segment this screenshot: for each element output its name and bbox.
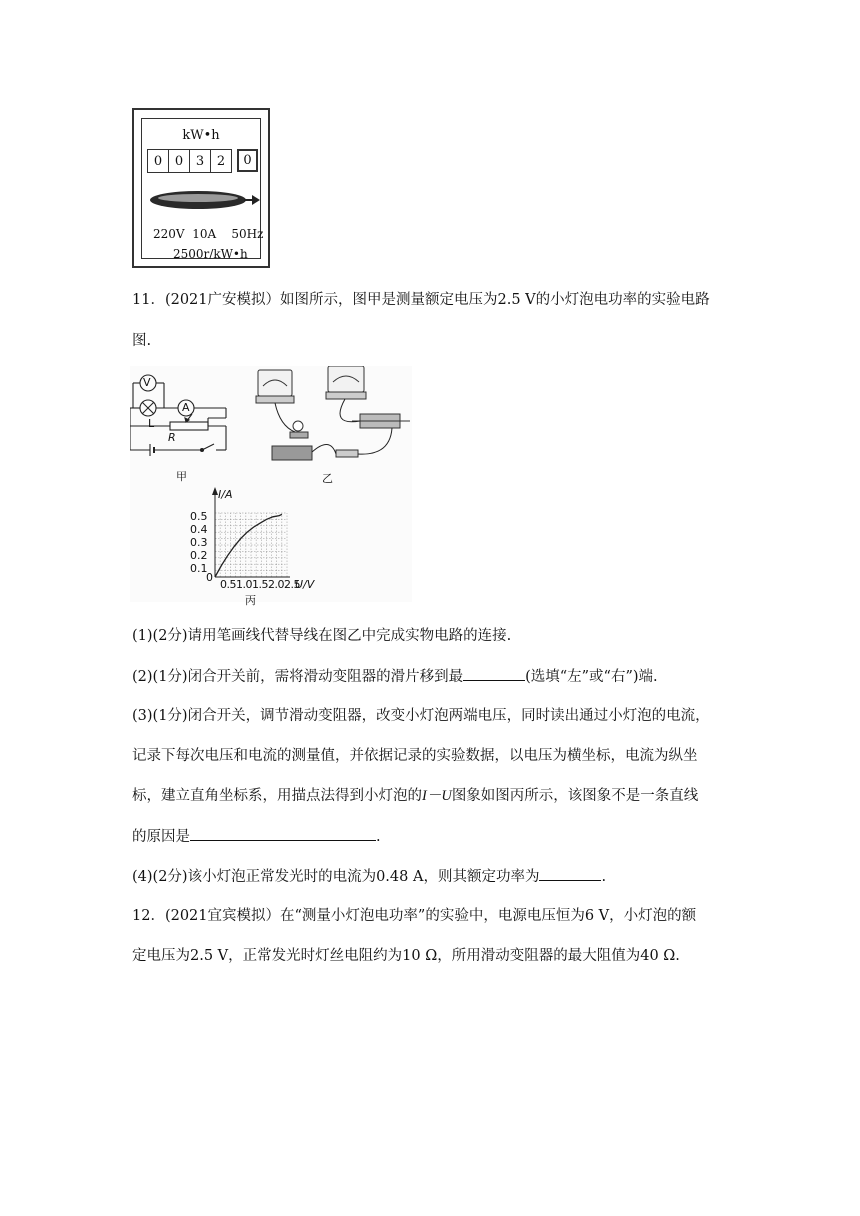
- graph-y-tick: 0.2: [190, 549, 208, 562]
- meter-digit: 2: [210, 149, 232, 173]
- q11-part3-line3: [132, 786, 748, 806]
- q11-part2-text-a: (2)(1分)闭合开关前，需将滑动变阻器的滑片移到最: [132, 669, 464, 685]
- meter-disc-icon: [148, 187, 260, 213]
- q11-part4-text-b: .: [601, 869, 607, 885]
- graph-origin-tick: 0: [206, 571, 213, 584]
- rheostat-label: R: [168, 431, 176, 444]
- q11-part3-line4-b: .: [376, 829, 381, 845]
- graph-y-tick: 0.5: [190, 510, 208, 523]
- q11-part3-line1: (3)(1分)闭合开关，调节滑动变阻器，改变小灯泡两端电压，同时读出通过小灯泡的电流，: [132, 708, 710, 724]
- answer-blank[interactable]: [190, 826, 376, 841]
- meter-unit-label: kW•h: [182, 128, 220, 143]
- q11-part2-text-b: (选填“左”或“右”)端.: [525, 669, 658, 685]
- meter-digit: 0: [147, 149, 169, 173]
- answer-blank[interactable]: [463, 666, 525, 681]
- voltmeter-symbol-label: V: [143, 376, 151, 389]
- meter-digit: 0: [168, 149, 190, 173]
- graph-x-axis-label: U/V: [295, 578, 315, 591]
- figure-caption-yi: 乙: [322, 472, 333, 485]
- q12-line2: 定电压为2.5 V，正常发光时灯丝电阻约为10 Ω，所用滑动变阻器的最大阻值为40 Ω.: [132, 948, 680, 964]
- graph-y-tick: 0.4: [190, 523, 208, 536]
- q11-part3-line2: 记录下每次电压和电流的测量值，并依据记录的实验数据，以电压为横坐标，电流为纵坐: [132, 748, 698, 764]
- meter-rating: 220V 10A 50Hz: [153, 227, 264, 241]
- meter-digits: [147, 149, 257, 173]
- graph-y-tick: 0.3: [190, 536, 208, 549]
- graph-y-tick: 0.1: [190, 562, 208, 575]
- q11-part4: [132, 866, 748, 887]
- q11-part3-line3-a: 标，建立直角坐标系，用描点法得到小灯泡的: [132, 788, 422, 804]
- lamp-label: L: [148, 417, 155, 430]
- meter-digit-decimal: 0: [237, 149, 258, 172]
- ammeter-symbol-label: A: [182, 401, 190, 414]
- electricity-meter-figure: [132, 108, 270, 268]
- q11-figure-drawing: [130, 366, 412, 602]
- q11-part4-text-a: (4)(2分)该小灯泡正常发光时的电流为0.48 A，则其额定功率为: [132, 869, 540, 885]
- figure-caption-bing: 丙: [245, 594, 256, 607]
- answer-blank[interactable]: [539, 866, 601, 881]
- meter-constant: 2500r/kW•h: [173, 247, 248, 261]
- graph-y-axis-label: I/A: [218, 488, 233, 501]
- meter-face: [141, 118, 264, 261]
- q11-figure: [130, 366, 412, 607]
- q11-part3-line4-a: 的原因是: [132, 829, 190, 845]
- q12-line1: 12．(2021宜宾模拟）在“测量小灯泡电功率”的实验中，电源电压恒为6 V，小灯泡的额: [132, 908, 697, 924]
- q11-part3-line3-b: 图象如图丙所示，该图象不是一条直线: [451, 788, 699, 804]
- q11-part1: (1)(2分)请用笔画线代替导线在图乙中完成实物电路的连接.: [132, 628, 512, 644]
- meter-digit: 3: [189, 149, 211, 173]
- q11-stem-line2: 图.: [132, 333, 152, 349]
- iu-symbol: I－U: [422, 788, 452, 804]
- graph-x-ticks: 0.51.01.52.02.5: [220, 578, 300, 591]
- q11-part2: [132, 666, 748, 687]
- q11-part3-line4: [132, 826, 748, 847]
- figure-caption-jia: 甲: [176, 470, 187, 483]
- q11-stem-line1: 11．(2021广安模拟）如图所示，图甲是测量额定电压为2.5 V的小灯泡电功率的实验电路: [132, 292, 710, 308]
